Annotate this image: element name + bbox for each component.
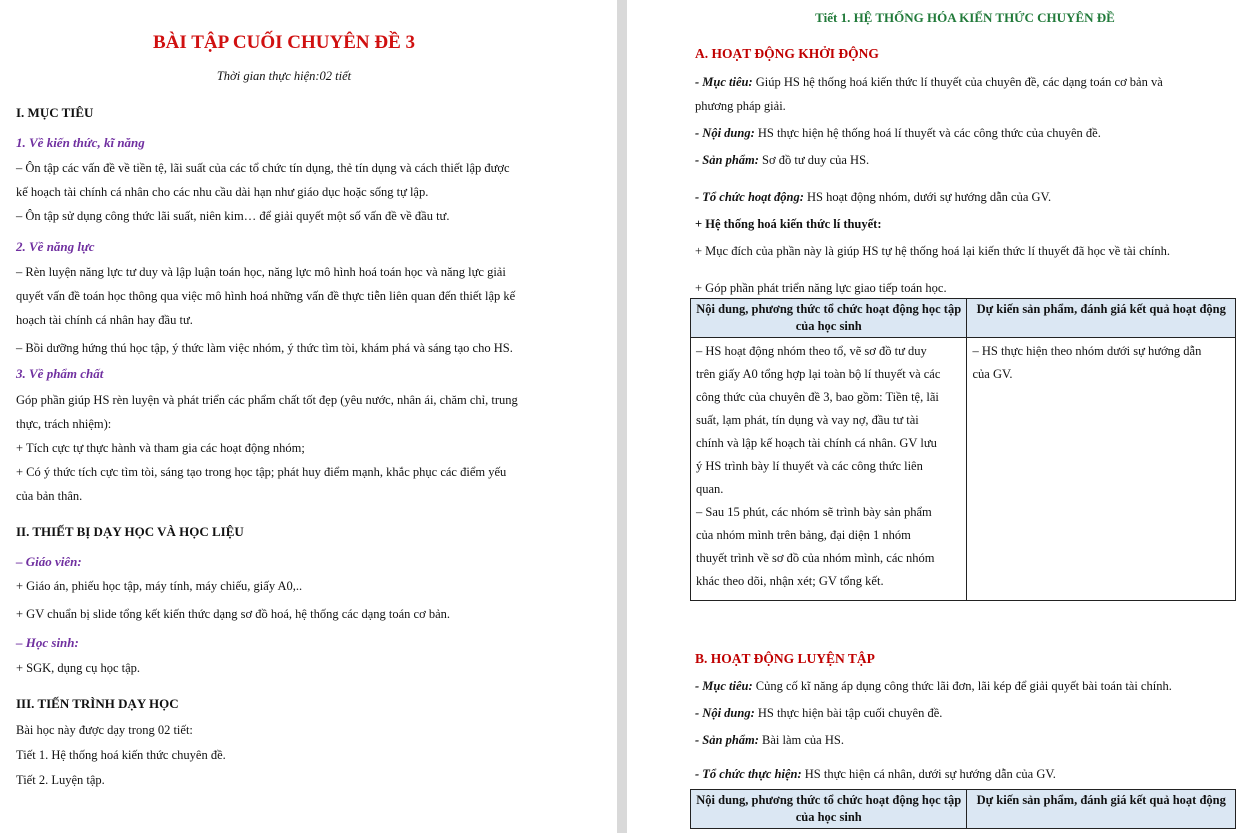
organization-text: HS thực hiện cá nhân, dưới sự hướng dẫn của GV. xyxy=(801,767,1056,781)
label-product: - Sản phẩm: xyxy=(695,153,759,167)
text-line: Góp phần giúp HS rèn luyện và phát triển các phẩm chất tốt đẹp (yêu nước, nhân ái, chăm chỉ, trung xyxy=(16,393,518,407)
qualities-paragraph xyxy=(16,388,596,508)
text-line: + SGK, dụng cụ học tập. xyxy=(16,661,141,675)
content-text: HS thực hiện bài tập cuối chuyên đề. xyxy=(754,706,943,720)
label-goal: - Mục tiêu: xyxy=(695,75,753,89)
content-text: HS thực hiện hệ thống hoá lí thuyết và các công thức của chuyên đề. xyxy=(754,126,1101,140)
cell-line: ý HS trình bày lí thuyết và các công thức liên xyxy=(696,459,923,473)
goal-text: Giúp HS hệ thống hoá kiến thức lí thuyết của chuyên đề, các dạng toán cơ bản và xyxy=(752,75,1163,89)
label-content: - Nội dung: xyxy=(695,126,755,140)
product-text: Sơ đồ tư duy của HS. xyxy=(758,153,870,167)
lesson-title: Tiết 1. HỆ THỐNG HÓA KIẾN THỨC CHUYÊN ĐỀ xyxy=(815,10,1115,25)
text-line: kế hoạch tài chính cá nhân cho các nhu cầu dài hạn như giáo dục hoặc sống tự lập. xyxy=(16,185,429,199)
text-line xyxy=(695,185,1235,209)
text-line: Tiết 1. Hệ thống hoá kiến thức chuyên đề. xyxy=(16,748,226,762)
cell-line: trên giấy A0 tổng hợp lại toàn bộ lí thuyết và các xyxy=(696,367,941,381)
text-line: của bản thân. xyxy=(16,489,83,503)
text-line: Bài học này được dạy trong 02 tiết: xyxy=(16,723,193,737)
table-header-cell: Nội dung, phương thức tổ chức hoạt động học tập của học sinh xyxy=(691,790,967,829)
text-line: + Mục đích của phần này là giúp HS tự hệ thống hoá lại kiến thức lí thuyết đã học về tài chính. xyxy=(695,244,1170,258)
section-heading-practice: B. HOẠT ĐỘNG LUYỆN TẬP xyxy=(695,651,875,666)
cell-line: khác theo dõi, nhận xét; GV tổng kết. xyxy=(696,574,884,588)
table-header-cell: Dự kiến sản phẩm, đánh giá kết quả hoạt động xyxy=(967,790,1236,829)
cell-line: công thức của chuyên đề 3, bao gồm: Tiền tệ, lãi xyxy=(696,390,939,404)
text-line: + Góp phần phát triển năng lực giao tiếp toán học. xyxy=(695,281,947,295)
table-row xyxy=(691,338,1236,601)
table-header-cell: Nội dung, phương thức tổ chức hoạt động học tập của học sinh xyxy=(691,299,967,338)
cell-line: chính và lập kế hoạch tài chính cá nhân. GV lưu xyxy=(696,436,937,450)
text-line: + GV chuẩn bị slide tổng kết kiến thức dạng sơ đồ hoá, hệ thống các dạng toán cơ bản. xyxy=(16,607,451,621)
text-line xyxy=(695,701,1235,725)
table-header-cell: Dự kiến sản phẩm, đánh giá kết quả hoạt động xyxy=(967,299,1236,338)
cell-line: – HS hoạt động nhóm theo tổ, vẽ sơ đồ tư duy xyxy=(696,344,927,358)
label-organization: - Tổ chức hoạt động: xyxy=(695,190,804,204)
label-goal: - Mục tiêu: xyxy=(695,679,753,693)
activity-table-warmup xyxy=(690,298,1236,601)
section-heading-objectives: I. MỤC TIÊU xyxy=(16,105,94,120)
text-line: – Ôn tập các vấn đề về tiền tệ, lãi suất của các tổ chức tín dụng, thẻ tín dụng và cách thiết lập được xyxy=(16,161,510,175)
section-heading-warmup: A. HOẠT ĐỘNG KHỞI ĐỘNG xyxy=(695,46,879,61)
knowledge-paragraph xyxy=(16,156,596,228)
text-line xyxy=(695,728,1235,752)
competence-paragraph xyxy=(16,260,596,360)
text-line: – Bồi dưỡng hứng thú học tập, ý thức làm việc nhóm, ý thức tìm tòi, khám phá và sáng tạo cho HS. xyxy=(16,341,513,355)
text-line xyxy=(695,70,1235,94)
activity-table-practice xyxy=(690,789,1236,829)
subheading-competence: 2. Về năng lực xyxy=(16,239,95,254)
cell-line: thuyết trình về sơ đồ của nhóm mình, các nhóm xyxy=(696,551,935,565)
label-organization: - Tổ chức thực hiện: xyxy=(695,767,802,781)
section-heading-process: III. TIẾN TRÌNH DẠY HỌC xyxy=(16,696,179,711)
text-line: + Tích cực tự thực hành và tham gia các hoạt động nhóm; xyxy=(16,441,305,455)
process-paragraph xyxy=(16,718,596,792)
text-line: thực, trách nhiệm): xyxy=(16,417,112,431)
warmup-details xyxy=(695,70,1235,300)
document-page-right xyxy=(627,0,1248,833)
organization-text: HS hoạt động nhóm, dưới sự hướng dẫn của GV. xyxy=(803,190,1052,204)
section-heading-equipment: II. THIẾT BỊ DẠY HỌC VÀ HỌC LIỆU xyxy=(16,524,244,539)
cell-line: của nhóm mình trên bảng, đại diện 1 nhóm xyxy=(696,528,911,542)
text-line: + Giáo án, phiếu học tập, máy tính, máy chiếu, giấy A0,.. xyxy=(16,579,303,593)
text-line xyxy=(695,762,1235,786)
text-line: – Rèn luyện năng lực tư duy và lập luận toán học, năng lực mô hình hoá toán học và năng lực giải xyxy=(16,265,506,279)
student-paragraph xyxy=(16,656,596,680)
subheading-qualities: 3. Về phẩm chất xyxy=(16,366,104,381)
document-title: BÀI TẬP CUỐI CHUYÊN ĐỀ 3 xyxy=(153,32,415,53)
table-cell xyxy=(691,338,967,601)
text-line xyxy=(695,674,1235,698)
text-line: phương pháp giải. xyxy=(695,99,786,113)
text-line: hoạch tài chính cá nhân hay đầu tư. xyxy=(16,313,193,327)
cell-line: quan. xyxy=(696,482,724,496)
label-content: - Nội dung: xyxy=(695,706,755,720)
cell-line: suất, lạm phát, tín dụng và vay nợ, đầu tư tài xyxy=(696,413,919,427)
document-subtitle: Thời gian thực hiện:02 tiết xyxy=(216,69,352,83)
practice-details xyxy=(695,674,1235,786)
cell-line: – HS thực hiện theo nhóm dưới sự hướng dẫn xyxy=(972,344,1202,358)
text-line: + Hệ thống hoá kiến thức lí thuyết: xyxy=(695,217,882,231)
text-line: – Ôn tập sử dụng công thức lãi suất, niên kim… để giải quyết một số vấn đề về đầu tư. xyxy=(16,209,450,223)
subheading-teacher: – Giáo viên: xyxy=(16,554,82,569)
teacher-paragraph xyxy=(16,574,596,626)
text-line xyxy=(695,121,1235,145)
text-line: + Có ý thức tích cực tìm tòi, sáng tạo trong học tập; phát huy điểm mạnh, khắc phục các điểm yếu xyxy=(16,465,507,479)
text-line: quyết vấn đề toán học thông qua việc mô hình hoá những vấn đề thực tiễn liên quan đến thiết lập kế xyxy=(16,289,516,303)
subheading-knowledge: 1. Về kiến thức, kĩ năng xyxy=(16,135,145,150)
document-page-left xyxy=(0,0,617,833)
table-cell xyxy=(967,338,1236,601)
product-text: Bài làm của HS. xyxy=(758,733,844,747)
goal-text: Củng cố kĩ năng áp dụng công thức lãi đơn, lãi kép để giải quyết bài toán tài chính. xyxy=(752,679,1172,693)
text-line xyxy=(695,148,1235,172)
text-line: Tiết 2. Luyện tập. xyxy=(16,773,105,787)
label-product: - Sản phẩm: xyxy=(695,733,759,747)
cell-line: của GV. xyxy=(972,367,1013,381)
subheading-student: – Học sinh: xyxy=(16,635,79,650)
cell-line: – Sau 15 phút, các nhóm sẽ trình bày sản phẩm xyxy=(696,505,932,519)
